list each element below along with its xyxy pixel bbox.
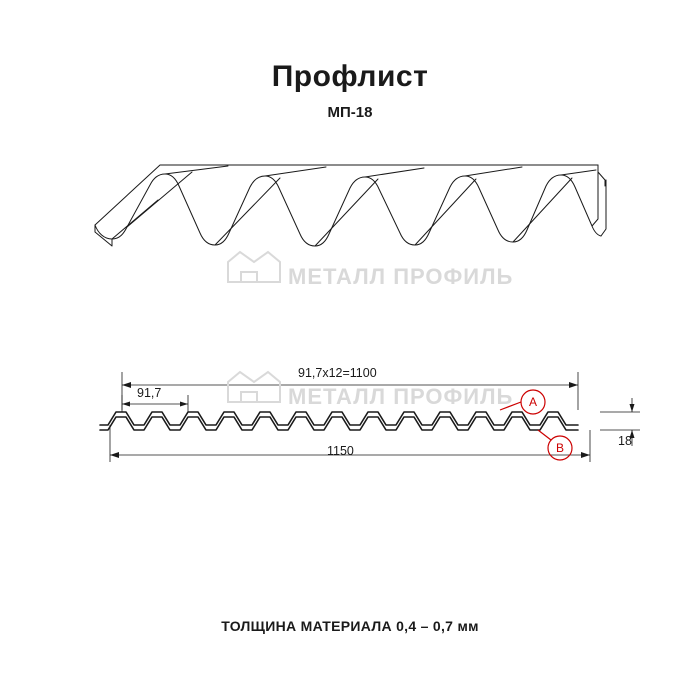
callout-label-a: A <box>529 395 538 409</box>
dimension-height: 18 <box>618 434 632 448</box>
callout-label-b: B <box>556 441 565 455</box>
callout-b <box>538 430 572 460</box>
watermark-logo-icon-top <box>228 252 280 282</box>
product-model: МП-18 <box>327 104 373 121</box>
callout-a <box>500 390 545 414</box>
watermark-text-bottom: МЕТАЛЛ ПРОФИЛЬ <box>288 384 514 409</box>
page-title: Профлист <box>271 60 429 93</box>
dimension-pitch: 91,7 <box>137 386 162 400</box>
corrugated-sheet-isometric <box>95 165 606 246</box>
watermark-text-top: МЕТАЛЛ ПРОФИЛЬ <box>288 264 514 289</box>
watermark-logo-icon-bottom <box>228 372 280 402</box>
profile-section-thickness <box>100 417 578 430</box>
dimension-overall-top: 91,7x12=1100 <box>298 366 377 380</box>
dimension-overall-bottom: 1150 <box>327 444 354 458</box>
material-thickness-note: ТОЛЩИНА МАТЕРИАЛА 0,4 – 0,7 мм <box>221 618 479 634</box>
